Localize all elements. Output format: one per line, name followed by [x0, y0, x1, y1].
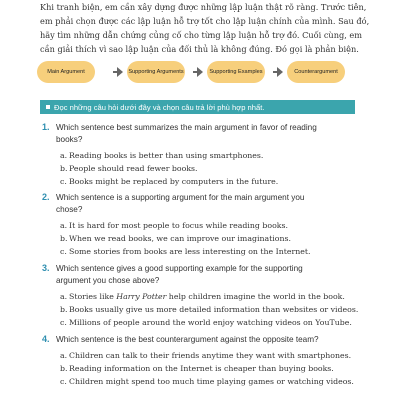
- option-letter: b.: [60, 164, 68, 173]
- option-text: Stories like: [69, 292, 117, 301]
- option-text: Children might spend too much time playing games or watching videos.: [69, 377, 354, 386]
- option-letter: c.: [60, 377, 67, 386]
- question-line: Which sentence gives a good supporting example for the supporting: [56, 264, 303, 273]
- option-text: Books usually give us more detailed information than websites or videos.: [69, 305, 359, 314]
- book-title: Harry Potter: [116, 292, 167, 301]
- question-number: 4.: [42, 334, 50, 344]
- arrow-right-icon: [277, 67, 283, 77]
- option-letter: b.: [60, 305, 68, 314]
- option-text: Children can talk to their friends anytime they want with smartphones.: [69, 351, 352, 360]
- option-a[interactable]: [60, 351, 380, 361]
- question-line: Which sentence is the best counterargument against the opposite team?: [56, 335, 319, 344]
- question-line: books?: [56, 134, 83, 144]
- option-text: People should read fewer books.: [69, 164, 198, 173]
- flow-step-main-argument: Main Argument: [37, 61, 95, 83]
- intro-line: hãy tìm những dẫn chứng củng cố cho từng lập luận hỗ trợ đó. Cuối cùng, em: [40, 30, 363, 40]
- option-a[interactable]: [60, 151, 380, 161]
- arrow-right-icon: [197, 67, 203, 77]
- question-line: Which sentence is a supporting argument for the main argument you: [56, 193, 305, 202]
- option-c[interactable]: [60, 318, 380, 328]
- option-b[interactable]: [60, 164, 380, 174]
- option-b[interactable]: [60, 305, 380, 315]
- option-text: Reading information on the Internet is cheaper than buying books.: [69, 364, 334, 373]
- question-number: 1.: [42, 122, 50, 132]
- flow-step-counterargument: Counterargument: [287, 61, 345, 83]
- question-text: [56, 334, 356, 346]
- option-text: Reading books is better than using smartphones.: [69, 151, 264, 160]
- question-text: [56, 263, 356, 286]
- intro-line: cần giải thích vì sao lập luận của đối thủ là không đúng. Đó gọi là phản biện.: [40, 44, 359, 54]
- intro-line: Khi tranh biện, em cần xây dựng được những lập luận thật rõ ràng. Trước tiên,: [40, 2, 367, 12]
- question-text: [56, 192, 356, 215]
- option-letter: c.: [60, 318, 67, 327]
- option-letter: b.: [60, 364, 68, 373]
- option-text: It is hard for most people to focus while reading books.: [69, 221, 288, 230]
- option-text: Books might be replaced by computers in the future.: [69, 177, 279, 186]
- question-line: chose?: [56, 204, 83, 214]
- option-a[interactable]: [60, 292, 380, 302]
- question-line: argument you chose above?: [56, 275, 160, 285]
- option-letter: a.: [60, 292, 68, 301]
- option-letter: a.: [60, 221, 68, 230]
- argument-flow-diagram: [37, 61, 337, 83]
- option-c[interactable]: [60, 247, 380, 257]
- intro-paragraph: [40, 0, 370, 56]
- option-letter: a.: [60, 151, 68, 160]
- option-text: When we read books, we can improve our imaginations.: [69, 234, 291, 243]
- option-a[interactable]: [60, 221, 380, 231]
- option-text: Millions of people around the world enjoy watching videos on YouTube.: [69, 318, 352, 327]
- option-text: help children imagine the world in the book.: [166, 292, 345, 301]
- square-bullet-icon: [46, 105, 50, 109]
- option-letter: c.: [60, 247, 67, 256]
- arrow-right-icon: [117, 67, 123, 77]
- option-letter: b.: [60, 234, 68, 243]
- option-b[interactable]: [60, 364, 380, 374]
- question-line: Which sentence best summarizes the main argument in favor of reading: [56, 123, 317, 132]
- instruction-banner: [40, 100, 355, 114]
- option-c[interactable]: [60, 177, 380, 187]
- intro-line: em phải chọn được các lập luận hỗ trợ tốt cho lập luận chính của mình. Sau đó,: [40, 16, 370, 26]
- flow-step-supporting-examples: Supporting Examples: [207, 61, 265, 83]
- option-b[interactable]: [60, 234, 380, 244]
- option-text: Some stories from books are less interesting on the Internet.: [69, 247, 311, 256]
- instruction-text: Đọc những câu hỏi dưới đây và chọn câu trả lời phù hợp nhất.: [54, 102, 265, 112]
- question-number: 3.: [42, 263, 50, 273]
- question-number: 2.: [42, 192, 50, 202]
- option-c[interactable]: [60, 377, 380, 387]
- question-text: [56, 122, 356, 145]
- flow-step-supporting-arguments: Supporting Arguments: [127, 61, 185, 83]
- option-letter: c.: [60, 177, 67, 186]
- option-letter: a.: [60, 351, 68, 360]
